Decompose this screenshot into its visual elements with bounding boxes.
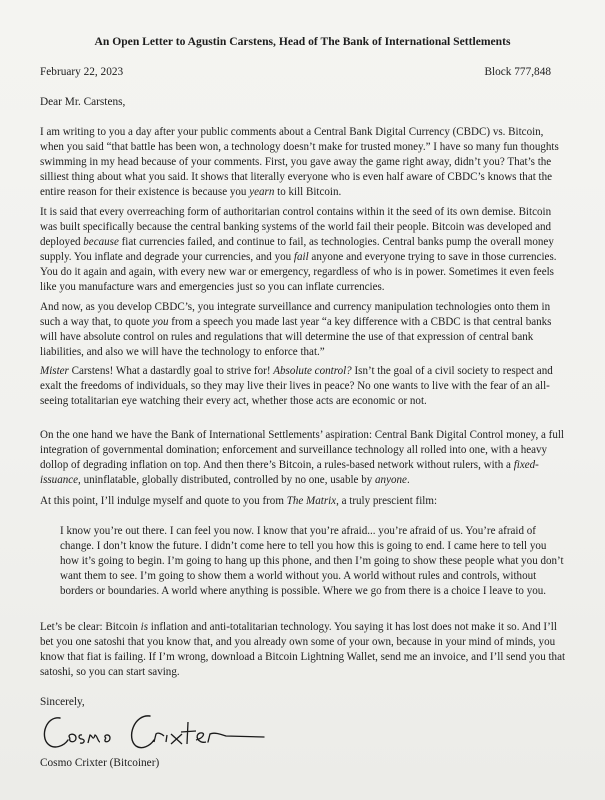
letter-title: An Open Letter to Agustin Carstens, Head of The Bank of International Settlements bbox=[94, 35, 511, 48]
paragraph-6-text-a: At this point, I’ll indulge myself and quote to you from bbox=[40, 495, 287, 507]
paragraph-5 bbox=[40, 428, 570, 488]
matrix-quote: I know you’re out there. I can feel you now. I know that you’re afraid... you’re afraid of us. You’re afraid of change. I don’t know the future. I didn’t come here to tell you how this is going to end. I came here to tell you how it’s going to begin. I’m going to hang up this phone, and then I’m going to show these people what you don’t want them to see. I’m going to show them a world without you. A world without rules and controls, without borders or boundaries. A world where anything is possible. Where we go from there is a choice I leave to you. bbox=[60, 525, 564, 598]
paragraph-2-text-b: fiat currencies failed, and continue to fail, as technologies. Central banks pump the overall money supply. You inflate and degrade your currencies, and you bbox=[40, 236, 554, 264]
handwritten-signature bbox=[38, 708, 268, 758]
paragraph-5-emphasis-1: fixed-issuance bbox=[40, 459, 539, 487]
closing: Sincerely, bbox=[40, 696, 85, 708]
paragraph-2-text-c: anyone and everyone trying to save in those currencies. You do it again and again, with every new war or emergency, regardless of who is in power. Sometimes it even feels like you manufacture wars and emergencies just so you can inflate currencies. bbox=[40, 251, 557, 294]
paragraph-4-emphasis-2: Absolute control? bbox=[273, 365, 352, 377]
salutation: Dear Mr. Carstens, bbox=[40, 96, 126, 108]
paragraph-7 bbox=[40, 620, 570, 680]
paragraph-4 bbox=[40, 364, 570, 409]
paragraph-2-emphasis-1: because bbox=[83, 236, 119, 249]
letter-date: February 22, 2023 bbox=[40, 66, 124, 78]
paragraph-2-emphasis-2: fail bbox=[293, 251, 309, 264]
paragraph-6 bbox=[40, 494, 570, 509]
paragraph-1-text-a: I am writing to you a day after your public comments about a Central Bank Digital Currency (CBDC) vs. Bitcoin, when you said “that battle has been won, a technology doesn’t make for trusted money.” I have so many fun thoughts swimming in my head because of your comments. First, you gave away the game right away, didn’t you? That’s the silliest thing about what you said. It shows that literally everyone who is even half aware of CBDC’s knows that the entire reason for their existence is because you bbox=[40, 126, 559, 199]
paragraph-3-text-a: And now, as you develop CBDC’s, you integrate surveillance and currency manipulation technologies onto them in such a way that, to quote bbox=[40, 301, 551, 329]
paragraph-5-text-a: On the one hand we have the Bank of International Settlements’ aspiration: Central Bank Digital Control money, a full integration of governmental domination; enforcement and surveillance technology all rolled into one, with a heavy dollop of degrading inflation on top. And then there’s Bitcoin, a rules-based network without rulers, with a bbox=[40, 429, 564, 472]
paragraph-7-text-b: inflation and anti-totalitarian technology. You saying it has lost does not make it so. And I’ll bet you one satoshi that you know that, and you already own some of your own, because in your mind of minds, you know that fiat is failing. If I’m wrong, download a Bitcoin Lightning Wallet, send me an invoice, and I’ll send you that satoshi, so you can start saving. bbox=[40, 621, 566, 679]
paragraph-1-text-b: to kill Bitcoin. bbox=[274, 186, 342, 199]
paragraph-4-text-b: Isn’t the goal of a civil society to respect and exalt the freedoms of individuals, so they may live their lives in peace? No one wants to live with the fear of an all-seeing totalitarian eye watching their every act, whether those acts are economic or not. bbox=[40, 365, 553, 408]
paragraph-3-emphasis: you bbox=[152, 316, 169, 329]
paragraph-7-text-a: Let’s be clear: Bitcoin bbox=[40, 621, 141, 633]
paragraph-5-text-c: . bbox=[406, 474, 410, 487]
paragraph-7-emphasis: is bbox=[140, 621, 148, 633]
paragraph-2-text-a: It is said that every overreaching form of authoritarian control contains within it the seed of its own demise. Bitcoin was built specifically because the central banking systems of the world fail their people. Bitcoin was developed and deployed bbox=[40, 206, 552, 249]
paragraph-5-text-b: , uninflatable, globally distributed, controlled by no one, usable by bbox=[78, 474, 376, 487]
signer-name: Cosmo Crixter (Bitcoiner) bbox=[40, 757, 160, 769]
paragraph-4-text-a: Carstens! What a dastardly goal to strive for! bbox=[68, 365, 274, 377]
paragraph-1-emphasis: yearn bbox=[249, 186, 275, 199]
paragraph-6-film-title: The Matrix bbox=[286, 495, 337, 507]
paragraph-6-text-b: , a truly prescient film: bbox=[336, 495, 438, 507]
paragraph-5-emphasis-2: anyone bbox=[375, 474, 407, 487]
paragraph-4-emphasis-1: Mister bbox=[40, 365, 69, 377]
paragraph-2 bbox=[40, 205, 570, 296]
block-height: Block 777,848 bbox=[484, 66, 551, 78]
paragraph-3 bbox=[40, 300, 570, 360]
paragraph-1 bbox=[40, 125, 570, 200]
paragraph-3-text-b: from a speech you made last year “a key difference with a CBDC is that central banks will have absolute control on rules and regulations that will determine the use of that expression of central bank liabilities, and also we will have the technology to enforce that.” bbox=[40, 316, 552, 359]
